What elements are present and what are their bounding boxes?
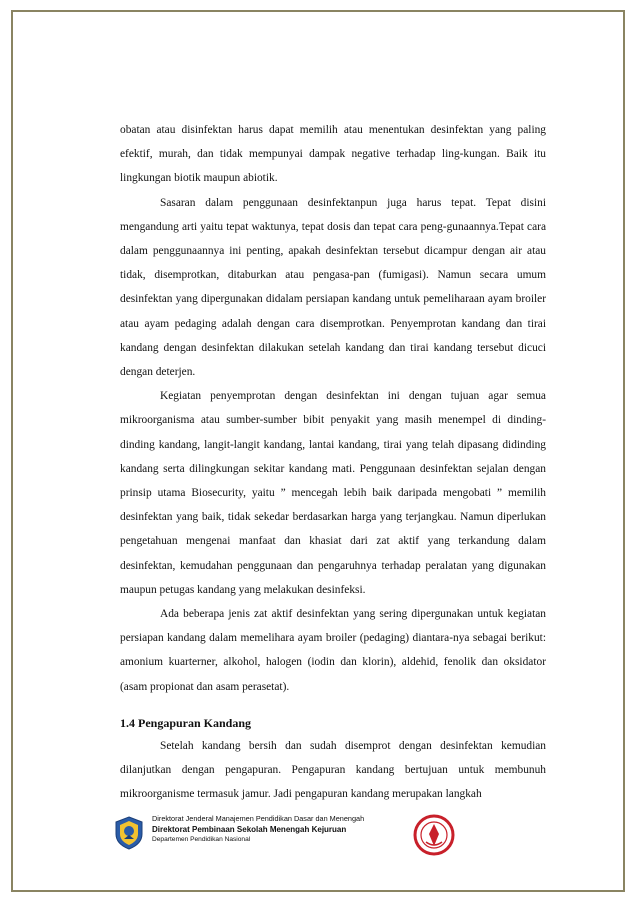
page-footer: [114, 812, 474, 858]
smk-logo-icon: [412, 812, 456, 858]
footer-line-1: Direktorat Jenderal Manajemen Pendidikan Dasar dan Menengah: [152, 814, 365, 823]
footer-line-3: Departemen Pendidikan Nasional: [152, 836, 251, 843]
paragraph-3: Kegiatan penyemprotan dengan desinfektan ini dengan tujuan agar semua mikroorganisma atau sumber-sumber bibit penyakit yang masih menempel di dinding-dinding kandang, langit-langit kandang, lantai kandang, tirai yang telah dipasang didinding kandang serta dilingkungan sekitar kandang mati. Penggunaan desinfektan sejalan dengan prinsip utama Biosecurity, yaitu ” mencegah lebih baik daripada mengobati ” memilih desinfektan yang baik, tidak sekedar berdasarkan harga yang terjangkau. Namun diperlukan pengetahuan mengenai manfaat dan khasiat dari zat aktif yang terkandung dalam desinfektan, kemudahan penggunaan dan pengaruhnya terhadap peralatan yang digunakan maupun petugas kandang yang melakukan desinfeksi.: [120, 390, 546, 596]
document-body: [120, 118, 546, 806]
paragraph-1: obatan atau disinfektan harus dapat memilih atau menentukan desinfektan yang paling efektif, murah, dan tidak mempunyai dampak negative terhadap ling-kungan. Baik itu lingkungan biotik maupun abiotik.: [120, 124, 546, 185]
ministry-logo-icon: [114, 816, 144, 850]
section-paragraph: Setelah kandang bersih dan sudah disemprot dengan desinfektan kemudian dilanjutkan dengan pengapuran. Pengapuran kandang bertujuan untuk membunuh mikroorganisme termasuk jamur. Jadi pengapuran kandang merupakan langkah: [120, 739, 546, 801]
footer-text: [152, 814, 412, 845]
section-heading: 1.4 Pengapuran Kandang: [120, 715, 252, 730]
paragraph-2: Sasaran dalam penggunaan desinfektanpun juga harus tepat. Tepat disini mengandung arti yaitu tepat waktunya, tepat dosis dan tepat cara peng-gunaannya.Tepat cara dalam penggunaannya ini penting, apakah desinfektan tersebut dicampur dengan air atau tidak, disemprotkan, ditaburkan atau pengasa-pan (fumigasi). Namun secara umum desinfektan yang dipergunakan didalam persiapan kandang untuk pemeliharaan ayam broiler atau ayam pedaging adalah dengan cara disemprotkan. Penyemprotan kandang dan tirai kandang dengan desinfektan dilakukan setelah kandang dan tirai kandang tersebut dicuci dengan deterjen.: [120, 196, 546, 379]
footer-line-2: Direktorat Pembinaan Sekolah Menengah Kejuruan: [152, 825, 347, 834]
paragraph-4: Ada beberapa jenis zat aktif desinfektan yang sering dipergunakan untuk kegiatan persiapan kandang dalam memelihara ayam broiler (pedaging) diantara-nya sebagai berikut: amonium kuarterner, alkohol, halogen (iodin dan klorin), aldehid, fenolik dan oksidator (asam propionat dan asam perasetat).: [120, 608, 546, 693]
